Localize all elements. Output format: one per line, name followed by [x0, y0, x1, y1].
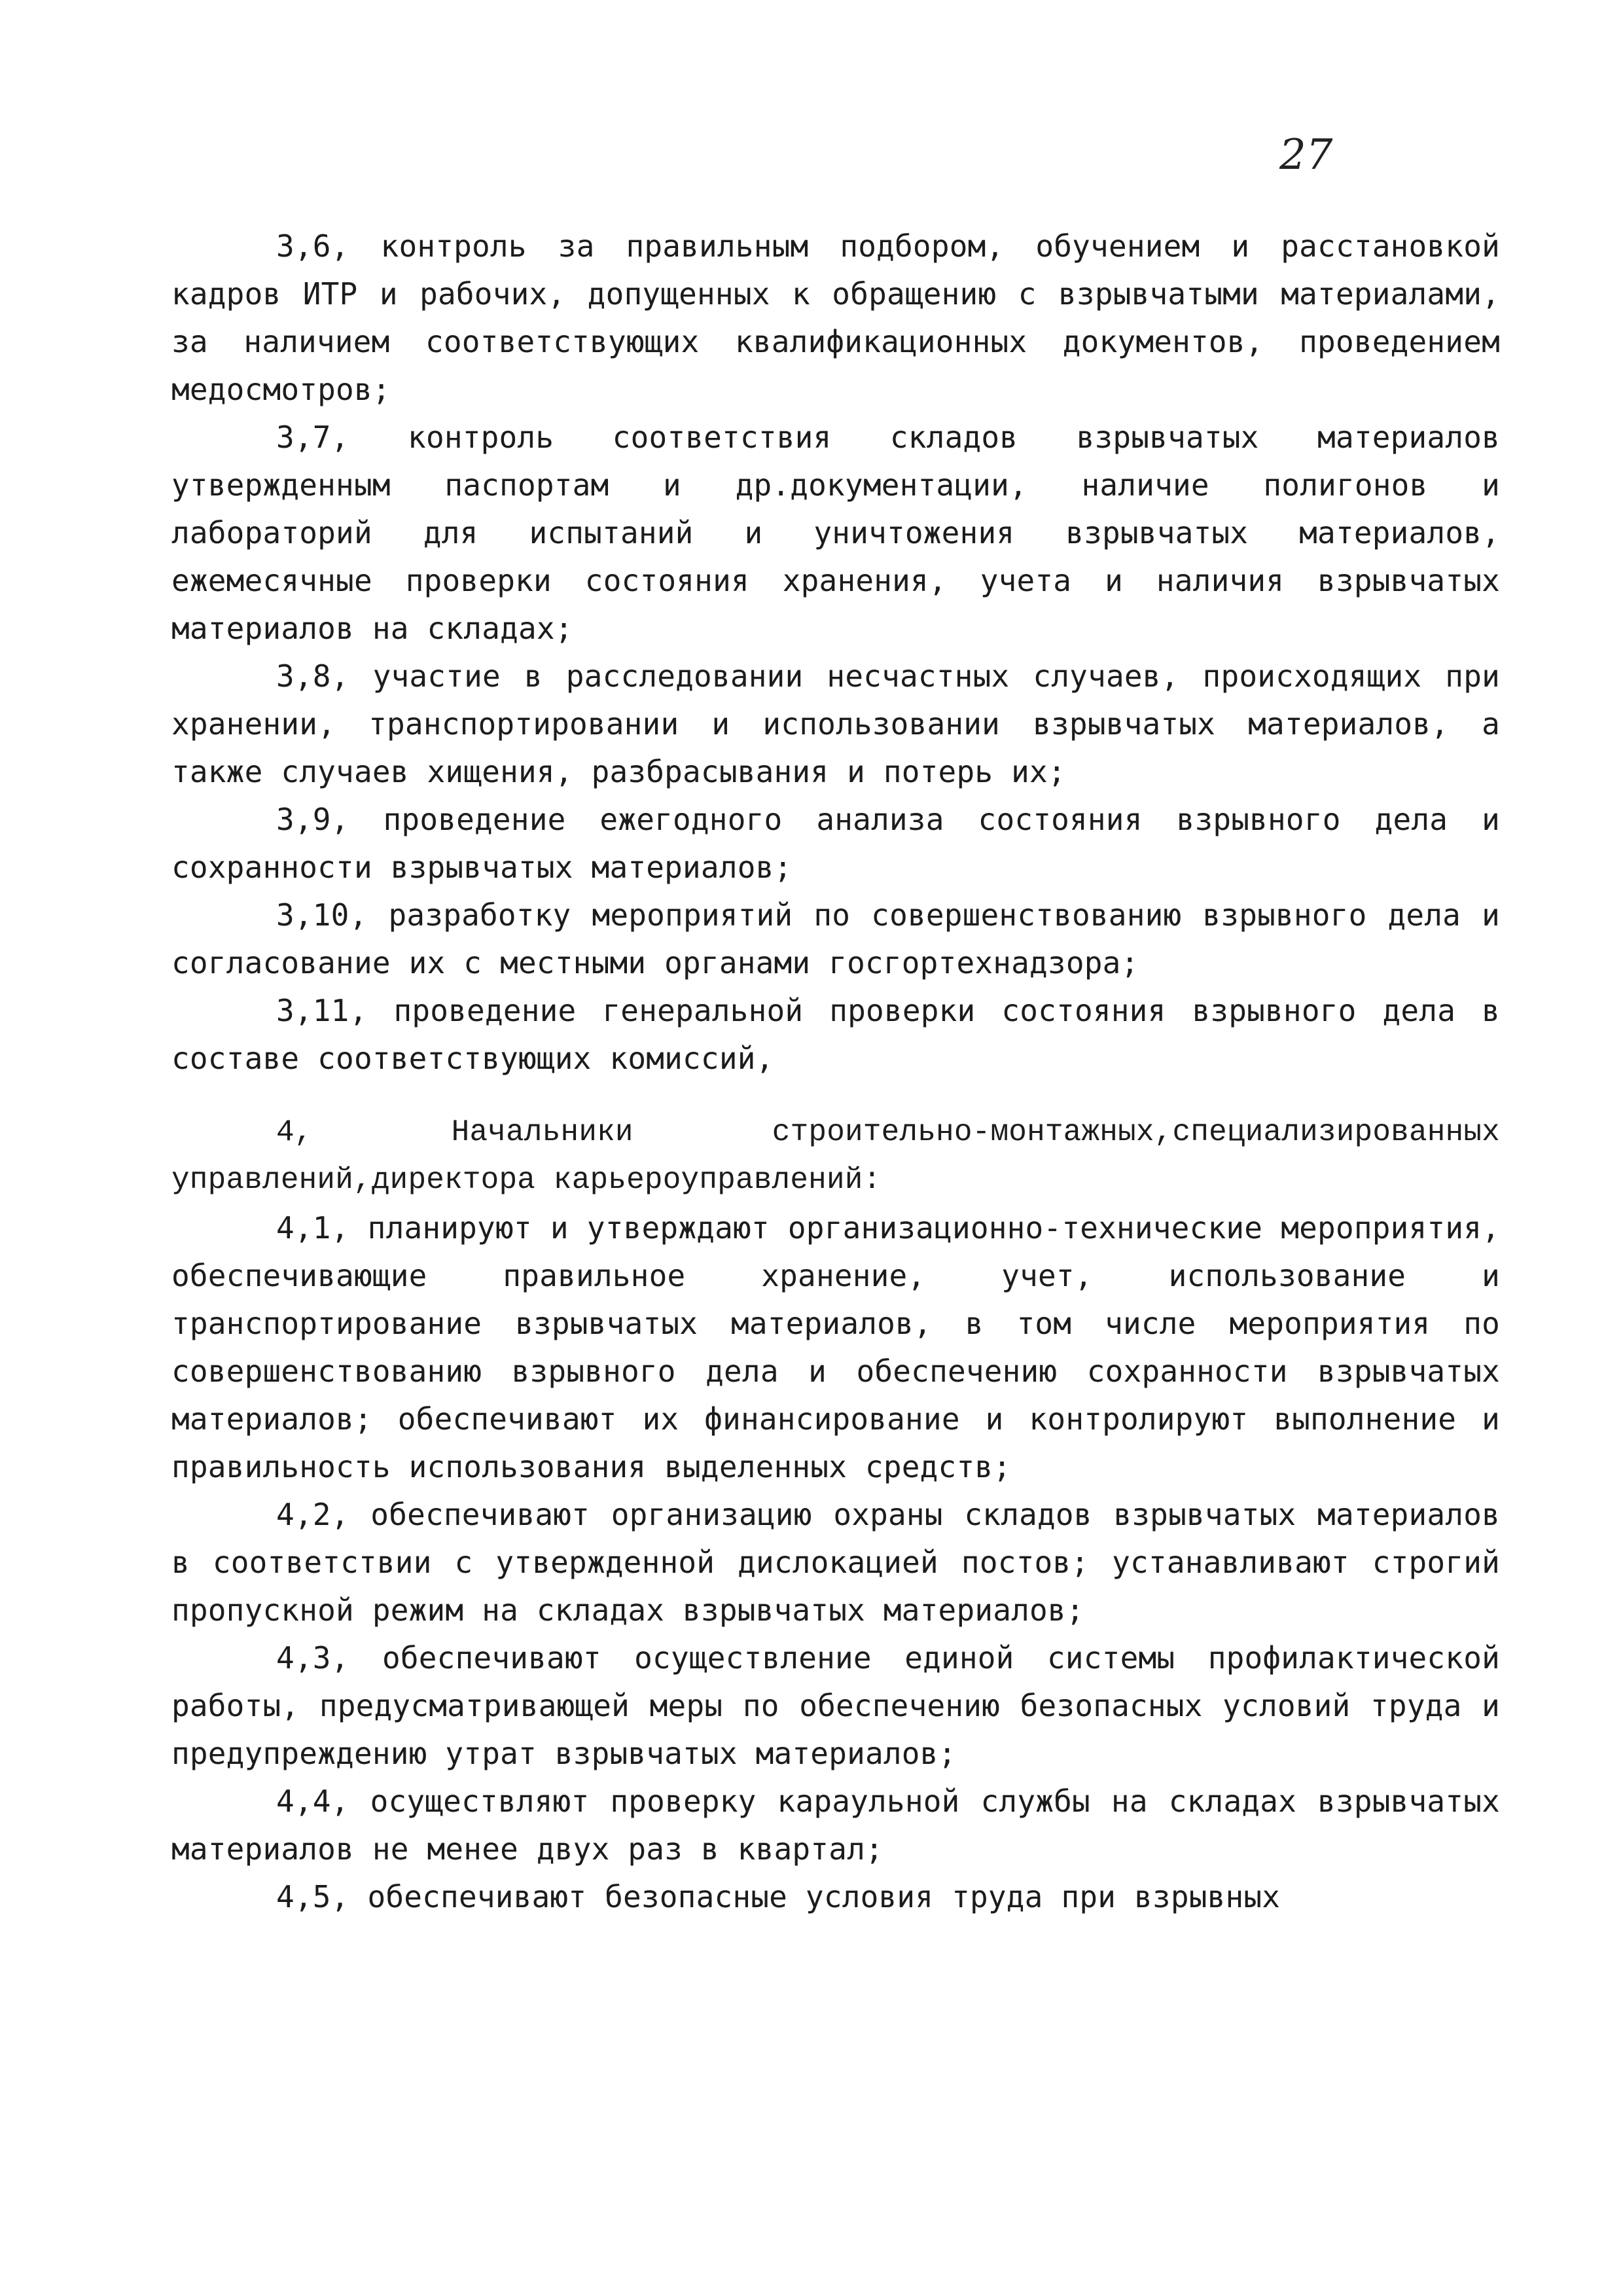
paragraph-3-9: 3,9, проведение ежегодного анализа состояния взрывного дела и сохранности взрывчатых материалов; [171, 802, 1500, 885]
paragraph-3-11: 3,11, проведение генеральной проверки состояния взрывного дела в составе соответствующих комиссий, [171, 993, 1500, 1076]
paragraph-4-2: 4,2, обеспечивают организацию охраны складов взрывчатых материалов в соответствии с утвержденной дислокацией постов; устанавливают строгий пропускной режим на складах взрывчатых материалов; [171, 1497, 1500, 1628]
paragraph-4: 4, Начальники строительно-монтажных,специализированных управлений,директора карьероуправлений: [171, 1115, 1500, 1197]
paragraph-4-3: 4,3, обеспечивают осуществление единой системы профилактической работы, предусматривающей меры по обеспечению безопасных условий труда и предупреждению утрат взрывчатых материалов; [171, 1640, 1500, 1771]
paragraph-4-5: 4,5, обеспечивают безопасные условия труда при взрывных [276, 1879, 1281, 1914]
paragraph-3-7: 3,7, контроль соответствия складов взрывчатых материалов утвержденным паспортам и др.документации, наличие полигонов и лабораторий для испытаний и уничтожения взрывчатых материалов, ежемесячные проверки состояния хранения, учета и наличия взрывчатых материалов на складах; [171, 420, 1500, 646]
paragraph-3-6: 3,6, контроль за правильным подбором, обучением и расстановкой кадров ИТР и рабочих, допущенных к обращению с взрывчатыми материалами, за наличием соответствующих квалификационных документов, проведением медосмотров; [171, 228, 1500, 407]
paragraph-3-8: 3,8, участие в расследовании несчастных случаев, происходящих при хранении, транспортировании и использовании взрывчатых материалов, а также случаев хищения, разбрасывания и потерь их; [171, 658, 1500, 789]
paragraph-3-10: 3,10, разработку мероприятий по совершенствованию взрывного дела и согласование их с местными органами госгортехнадзора; [171, 897, 1500, 980]
document-body [171, 223, 1500, 1921]
paragraph-4-1: 4,1, планируют и утверждают организационно-технические мероприятия, обеспечивающие правильное хранение, учет, использование и транспортирование взрывчатых материалов, в том числе мероприятия по совершенствованию взрывного дела и обеспечению сохранности взрывчатых материалов; обеспечивают их финансирование и контролируют выполнение и правильность использования выделенных средств; [171, 1210, 1500, 1484]
page-number: 27 [1279, 131, 1333, 179]
paragraph-4-4: 4,4, осуществляют проверку караульной службы на складах взрывчатых материалов не менее двух раз в квартал; [171, 1784, 1500, 1867]
